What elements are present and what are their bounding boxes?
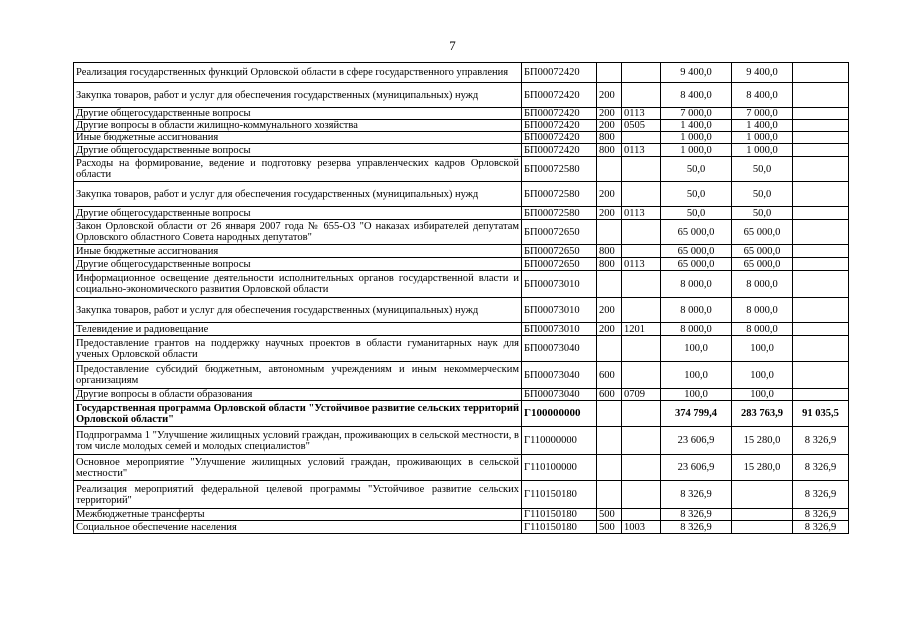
row-amount-regional: 9 400,0 bbox=[732, 63, 793, 83]
row-amount-total: 100,0 bbox=[661, 362, 732, 389]
row-section bbox=[622, 271, 661, 298]
row-code: БП00072420 bbox=[522, 63, 597, 83]
row-code: Г100000000 bbox=[522, 401, 597, 427]
row-amount-total: 7 000,0 bbox=[661, 108, 732, 120]
row-amount-federal bbox=[793, 362, 849, 389]
row-name: Реализация государственных функций Орловской области в сфере государственного управления bbox=[74, 63, 522, 83]
row-amount-total: 50,0 bbox=[661, 182, 732, 207]
row-code: БП00072650 bbox=[522, 245, 597, 258]
row-amount-total: 8 400,0 bbox=[661, 83, 732, 108]
row-amount-regional: 7 000,0 bbox=[732, 108, 793, 120]
row-amount-federal bbox=[793, 298, 849, 323]
row-name: Подпрограмма 1 "Улучшение жилищных условий граждан, проживающих в сельской местности, в том числе молодых семей и молодых специалистов" bbox=[74, 427, 522, 455]
row-name: Телевидение и радиовещание bbox=[74, 323, 522, 336]
row-amount-federal bbox=[793, 245, 849, 258]
row-name: Другие вопросы в области образования bbox=[74, 389, 522, 401]
table-row bbox=[74, 509, 849, 521]
row-section: 0113 bbox=[622, 144, 661, 157]
row-section bbox=[622, 455, 661, 481]
table-row bbox=[74, 401, 849, 427]
row-amount-total: 8 326,9 bbox=[661, 481, 732, 509]
row-amount-total: 65 000,0 bbox=[661, 220, 732, 245]
table-row bbox=[74, 245, 849, 258]
row-amount-federal: 8 326,9 bbox=[793, 509, 849, 521]
row-code: Г110150180 bbox=[522, 509, 597, 521]
row-name: Другие общегосударственные вопросы bbox=[74, 207, 522, 220]
row-section bbox=[622, 362, 661, 389]
page-number: 7 bbox=[449, 38, 456, 53]
row-code: БП00072420 bbox=[522, 108, 597, 120]
row-amount-federal bbox=[793, 157, 849, 182]
table-row bbox=[74, 481, 849, 509]
row-amount-total: 8 326,9 bbox=[661, 521, 732, 534]
row-amount-federal: 8 326,9 bbox=[793, 455, 849, 481]
row-name: Другие общегосударственные вопросы bbox=[74, 258, 522, 271]
row-code: БП00072650 bbox=[522, 258, 597, 271]
row-amount-federal bbox=[793, 336, 849, 362]
row-code: БП00072420 bbox=[522, 132, 597, 144]
row-expense-type: 800 bbox=[597, 258, 622, 271]
row-amount-federal bbox=[793, 207, 849, 220]
row-amount-total: 100,0 bbox=[661, 336, 732, 362]
row-section bbox=[622, 157, 661, 182]
table-row bbox=[74, 271, 849, 298]
table-row bbox=[74, 63, 849, 83]
row-amount-total: 50,0 bbox=[661, 157, 732, 182]
row-expense-type: 200 bbox=[597, 182, 622, 207]
row-amount-federal: 91 035,5 bbox=[793, 401, 849, 427]
row-code: БП00073010 bbox=[522, 271, 597, 298]
row-code: БП00072420 bbox=[522, 83, 597, 108]
row-section bbox=[622, 336, 661, 362]
row-amount-total: 8 000,0 bbox=[661, 323, 732, 336]
table-row bbox=[74, 336, 849, 362]
table-row bbox=[74, 323, 849, 336]
table-row bbox=[74, 521, 849, 534]
row-section bbox=[622, 83, 661, 108]
row-amount-total: 1 000,0 bbox=[661, 132, 732, 144]
row-name: Расходы на формирование, ведение и подготовку резерва управленческих кадров Орловской области bbox=[74, 157, 522, 182]
row-amount-total: 23 606,9 bbox=[661, 455, 732, 481]
row-amount-federal: 8 326,9 bbox=[793, 427, 849, 455]
row-amount-regional: 65 000,0 bbox=[732, 245, 793, 258]
row-amount-federal bbox=[793, 144, 849, 157]
row-section bbox=[622, 298, 661, 323]
row-amount-regional bbox=[732, 481, 793, 509]
row-name: Другие вопросы в области жилищно-коммунального хозяйства bbox=[74, 120, 522, 132]
row-amount-federal: 8 326,9 bbox=[793, 481, 849, 509]
row-expense-type bbox=[597, 63, 622, 83]
row-name: Закупка товаров, работ и услуг для обеспечения государственных (муниципальных) нужд bbox=[74, 182, 522, 207]
row-amount-regional: 283 763,9 bbox=[732, 401, 793, 427]
row-section bbox=[622, 481, 661, 509]
row-amount-total: 23 606,9 bbox=[661, 427, 732, 455]
row-section: 0709 bbox=[622, 389, 661, 401]
row-section bbox=[622, 427, 661, 455]
row-code: Г110150180 bbox=[522, 481, 597, 509]
row-amount-federal bbox=[793, 83, 849, 108]
row-amount-federal: 8 326,9 bbox=[793, 521, 849, 534]
row-expense-type: 200 bbox=[597, 83, 622, 108]
row-amount-federal bbox=[793, 258, 849, 271]
row-amount-regional: 50,0 bbox=[732, 207, 793, 220]
row-expense-type: 800 bbox=[597, 144, 622, 157]
row-expense-type: 600 bbox=[597, 389, 622, 401]
row-amount-total: 8 000,0 bbox=[661, 298, 732, 323]
row-amount-regional: 1 400,0 bbox=[732, 120, 793, 132]
row-name: Информационное освещение деятельности исполнительных органов государственной власти и социально-экономического развития Орловской области bbox=[74, 271, 522, 298]
row-expense-type: 600 bbox=[597, 362, 622, 389]
row-amount-regional: 65 000,0 bbox=[732, 258, 793, 271]
row-section: 0505 bbox=[622, 120, 661, 132]
row-expense-type: 200 bbox=[597, 298, 622, 323]
row-amount-federal bbox=[793, 220, 849, 245]
row-section bbox=[622, 132, 661, 144]
row-code: БП00072420 bbox=[522, 120, 597, 132]
row-amount-total: 65 000,0 bbox=[661, 245, 732, 258]
row-name: Закупка товаров, работ и услуг для обеспечения государственных (муниципальных) нужд bbox=[74, 298, 522, 323]
row-section: 1003 bbox=[622, 521, 661, 534]
row-name: Государственная программа Орловской области "Устойчивое развитие сельских территорий Орловской области" bbox=[74, 401, 522, 427]
row-amount-federal bbox=[793, 389, 849, 401]
row-section bbox=[622, 63, 661, 83]
row-name: Реализация мероприятий федеральной целевой программы "Устойчивое развитие сельских территорий" bbox=[74, 481, 522, 509]
row-code: БП00073040 bbox=[522, 362, 597, 389]
row-expense-type bbox=[597, 336, 622, 362]
row-code: БП00072580 bbox=[522, 207, 597, 220]
row-expense-type: 200 bbox=[597, 207, 622, 220]
row-name: Межбюджетные трансферты bbox=[74, 509, 522, 521]
row-expense-type bbox=[597, 455, 622, 481]
row-code: Г110000000 bbox=[522, 427, 597, 455]
row-name: Закупка товаров, работ и услуг для обеспечения государственных (муниципальных) нужд bbox=[74, 83, 522, 108]
row-amount-regional: 65 000,0 bbox=[732, 220, 793, 245]
table-row bbox=[74, 362, 849, 389]
table-row bbox=[74, 182, 849, 207]
row-amount-regional: 8 000,0 bbox=[732, 298, 793, 323]
row-section: 1201 bbox=[622, 323, 661, 336]
row-code: БП00072580 bbox=[522, 157, 597, 182]
row-amount-federal bbox=[793, 182, 849, 207]
row-section: 0113 bbox=[622, 258, 661, 271]
row-expense-type bbox=[597, 157, 622, 182]
row-amount-federal bbox=[793, 323, 849, 336]
table-row bbox=[74, 108, 849, 120]
row-amount-total: 100,0 bbox=[661, 389, 732, 401]
row-code: Г110100000 bbox=[522, 455, 597, 481]
row-amount-total: 9 400,0 bbox=[661, 63, 732, 83]
row-section bbox=[622, 401, 661, 427]
row-amount-total: 1 000,0 bbox=[661, 144, 732, 157]
row-name: Другие общегосударственные вопросы bbox=[74, 108, 522, 120]
row-amount-regional: 50,0 bbox=[732, 182, 793, 207]
row-name: Закон Орловской области от 26 января 2007 года № 655-ОЗ "О наказах избирателей депутатам Орловского областного Совета народных депутатов" bbox=[74, 220, 522, 245]
row-expense-type: 800 bbox=[597, 245, 622, 258]
table-row bbox=[74, 144, 849, 157]
row-amount-regional: 1 000,0 bbox=[732, 132, 793, 144]
row-amount-regional: 100,0 bbox=[732, 362, 793, 389]
table-row bbox=[74, 120, 849, 132]
row-amount-regional: 100,0 bbox=[732, 336, 793, 362]
row-section bbox=[622, 220, 661, 245]
row-expense-type bbox=[597, 271, 622, 298]
row-expense-type: 200 bbox=[597, 108, 622, 120]
row-name: Предоставление субсидий бюджетным, автономным учреждениям и иным некоммерческим организациям bbox=[74, 362, 522, 389]
row-expense-type: 500 bbox=[597, 509, 622, 521]
row-amount-total: 65 000,0 bbox=[661, 258, 732, 271]
table-row bbox=[74, 427, 849, 455]
row-expense-type: 500 bbox=[597, 521, 622, 534]
row-amount-regional bbox=[732, 521, 793, 534]
row-section: 0113 bbox=[622, 108, 661, 120]
row-amount-total: 374 799,4 bbox=[661, 401, 732, 427]
row-section: 0113 bbox=[622, 207, 661, 220]
row-name: Иные бюджетные ассигнования bbox=[74, 245, 522, 258]
row-code: БП00073010 bbox=[522, 323, 597, 336]
row-amount-regional: 8 400,0 bbox=[732, 83, 793, 108]
table-row bbox=[74, 455, 849, 481]
row-section bbox=[622, 245, 661, 258]
table-row bbox=[74, 258, 849, 271]
row-code: БП00072650 bbox=[522, 220, 597, 245]
row-expense-type: 200 bbox=[597, 323, 622, 336]
row-amount-regional: 50,0 bbox=[732, 157, 793, 182]
row-amount-regional: 15 280,0 bbox=[732, 455, 793, 481]
row-amount-regional: 8 000,0 bbox=[732, 271, 793, 298]
budget-table bbox=[73, 62, 849, 534]
table-row bbox=[74, 157, 849, 182]
row-amount-total: 8 000,0 bbox=[661, 271, 732, 298]
row-code: Г110150180 bbox=[522, 521, 597, 534]
row-code: БП00073010 bbox=[522, 298, 597, 323]
row-expense-type bbox=[597, 481, 622, 509]
row-name: Основное мероприятие "Улучшение жилищных условий граждан, проживающих в сельской местности" bbox=[74, 455, 522, 481]
row-code: БП00072580 bbox=[522, 182, 597, 207]
row-amount-regional: 1 000,0 bbox=[732, 144, 793, 157]
row-expense-type bbox=[597, 220, 622, 245]
row-code: БП00073040 bbox=[522, 336, 597, 362]
row-amount-federal bbox=[793, 108, 849, 120]
row-code: БП00073040 bbox=[522, 389, 597, 401]
row-name: Другие общегосударственные вопросы bbox=[74, 144, 522, 157]
row-expense-type bbox=[597, 401, 622, 427]
row-expense-type: 800 bbox=[597, 132, 622, 144]
table-row bbox=[74, 132, 849, 144]
row-amount-regional: 15 280,0 bbox=[732, 427, 793, 455]
row-expense-type: 200 bbox=[597, 120, 622, 132]
row-expense-type bbox=[597, 427, 622, 455]
row-amount-regional: 8 000,0 bbox=[732, 323, 793, 336]
table-row bbox=[74, 207, 849, 220]
row-amount-total: 50,0 bbox=[661, 207, 732, 220]
row-name: Иные бюджетные ассигнования bbox=[74, 132, 522, 144]
table-row bbox=[74, 298, 849, 323]
row-name: Социальное обеспечение населения bbox=[74, 521, 522, 534]
row-amount-federal bbox=[793, 120, 849, 132]
row-amount-total: 8 326,9 bbox=[661, 509, 732, 521]
table-row bbox=[74, 389, 849, 401]
row-amount-federal bbox=[793, 132, 849, 144]
row-amount-regional: 100,0 bbox=[732, 389, 793, 401]
row-amount-regional bbox=[732, 509, 793, 521]
row-amount-federal bbox=[793, 63, 849, 83]
row-code: БП00072420 bbox=[522, 144, 597, 157]
row-name: Предоставление грантов на поддержку научных проектов в области гуманитарных наук для ученых Орловской области bbox=[74, 336, 522, 362]
table-row bbox=[74, 83, 849, 108]
table-row bbox=[74, 220, 849, 245]
row-amount-total: 1 400,0 bbox=[661, 120, 732, 132]
row-section bbox=[622, 509, 661, 521]
row-amount-federal bbox=[793, 271, 849, 298]
row-section bbox=[622, 182, 661, 207]
